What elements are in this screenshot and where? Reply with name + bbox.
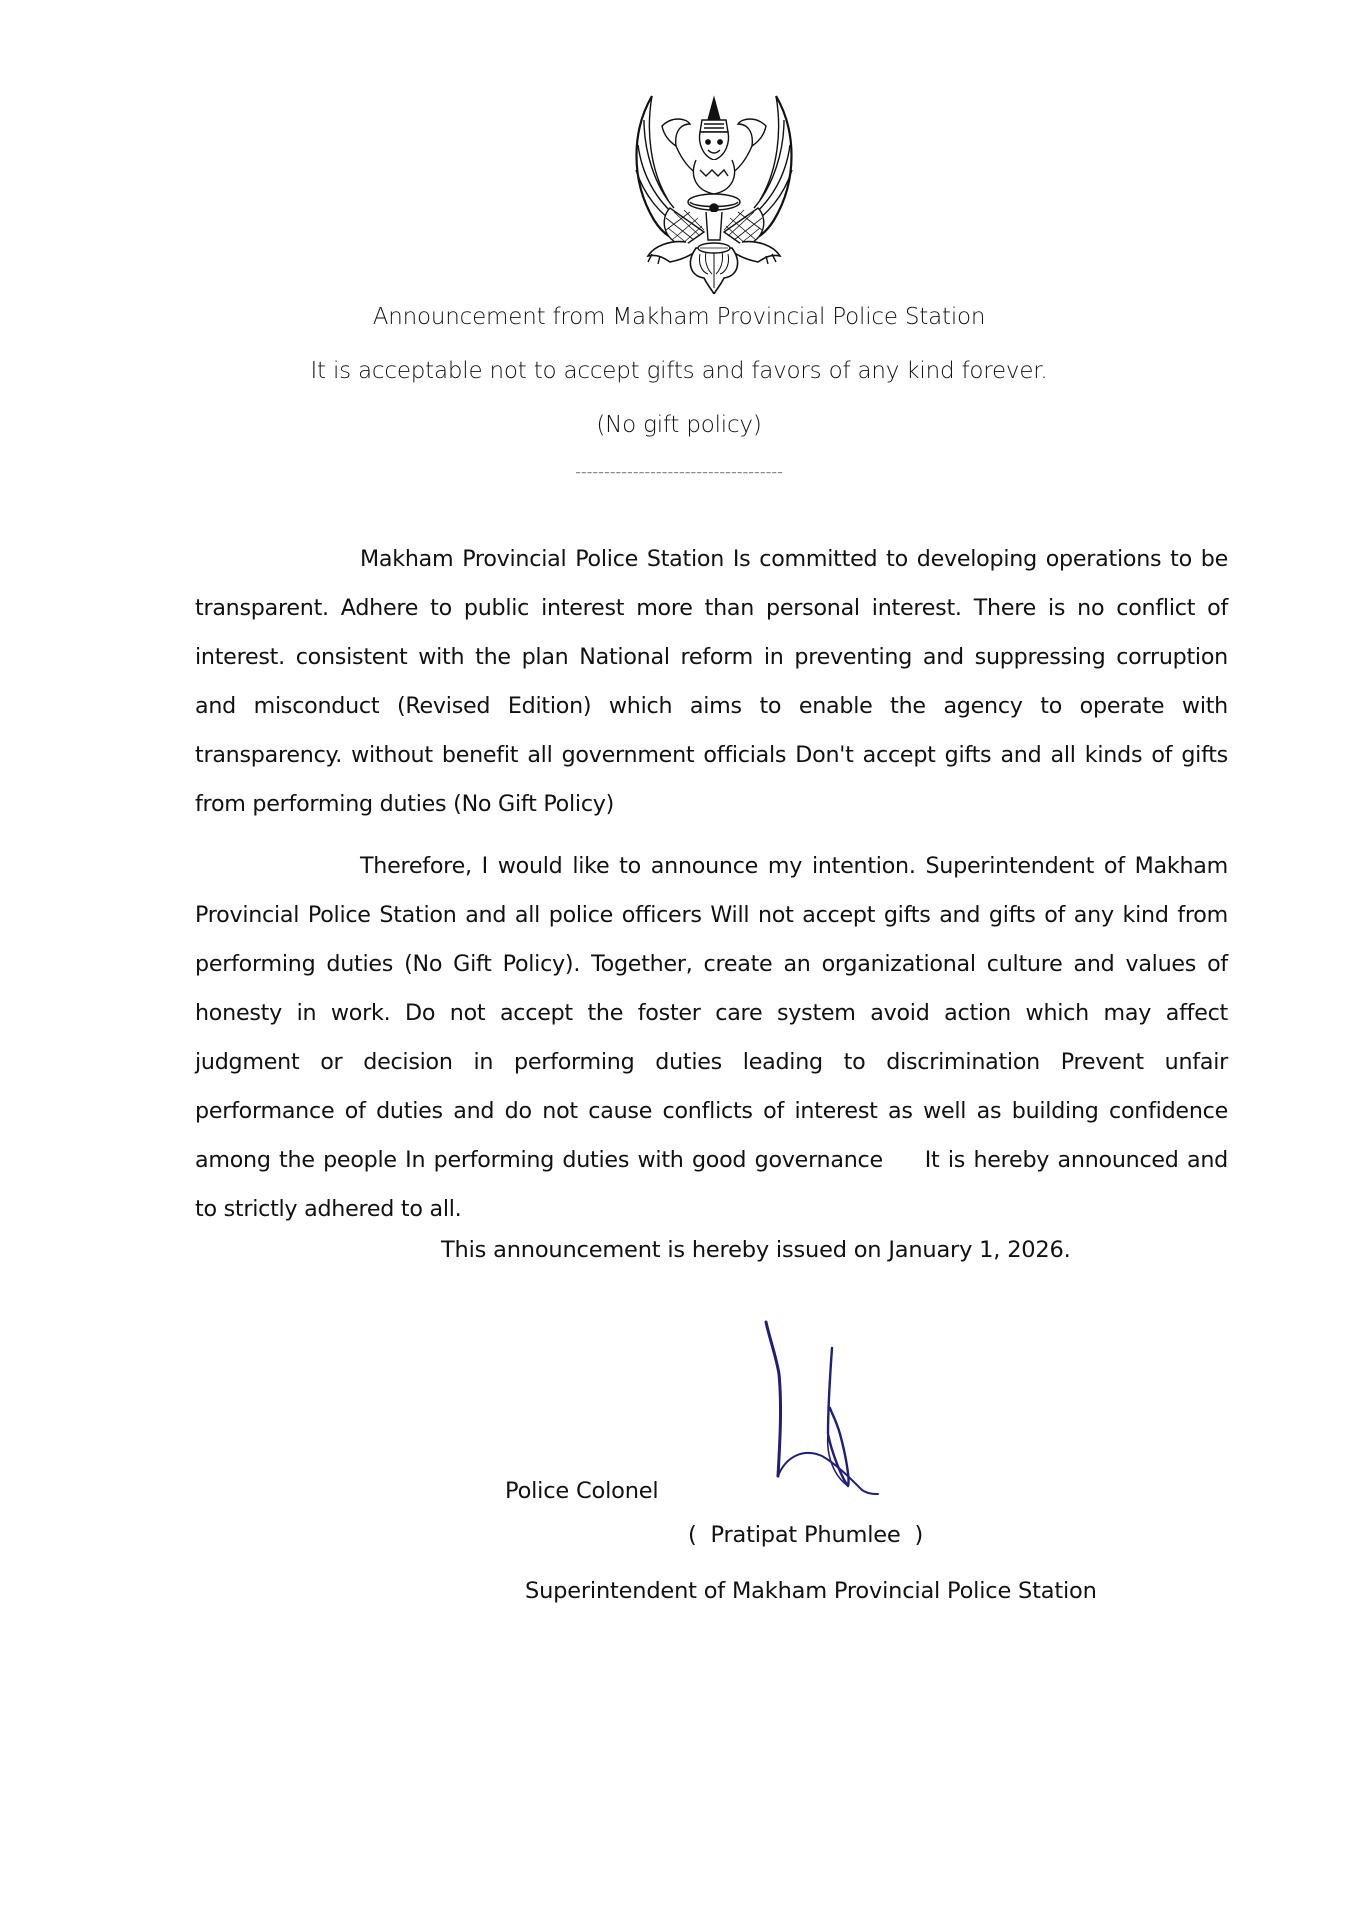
announcement-subtitle: It is acceptable not to accept gifts and favors of any kind forever. <box>310 358 1048 384</box>
signatory-name: ( Pratipat Phumlee ) <box>688 1522 924 1548</box>
signatory-position: Superintendent of Makham Provincial Police Station <box>525 1578 1097 1604</box>
policy-label: (No gift policy) <box>596 412 762 438</box>
issued-date-line: This announcement is hereby issued on January 1, 2026. <box>441 1237 1071 1263</box>
body-paragraph-1: Makham Provincial Police Station Is committed to developing operations to be transparent. Adhere to public interest more than personal interest. There is no conflict of interest. consistent with the plan National reform in preventing and suppressing corruption and misconduct (Revised Edition) which aims to enable the agency to operate with transparency. without benefit all government officials Don't accept gifts and all kinds of gifts from performing duties (No Gift Policy) <box>195 546 1228 818</box>
separator-line: ------------------------------------ <box>575 462 783 481</box>
announcement-title: Announcement from Makham Provincial Police Station <box>372 304 986 330</box>
body-paragraph-2: Therefore, I would like to announce my intention. Superintendent of Makham Provincial Police Station and all police officers Will not accept gifts and gifts of any kind from performing duties (No Gift Policy). Together, create an organizational culture and values of honesty in work. Do not accept the foster care system avoid action which may affect judgment or decision in performing duties leading to discrimination Prevent unfair performance of duties and do not cause conflicts of interest as well as building confidence among the people In performing duties with good governance It is hereby announced and to strictly adhered to all. <box>195 853 1228 1223</box>
signatory-rank: Police Colonel <box>505 1478 659 1504</box>
garuda-emblem-icon <box>624 90 804 294</box>
signature-icon <box>756 1316 886 1506</box>
